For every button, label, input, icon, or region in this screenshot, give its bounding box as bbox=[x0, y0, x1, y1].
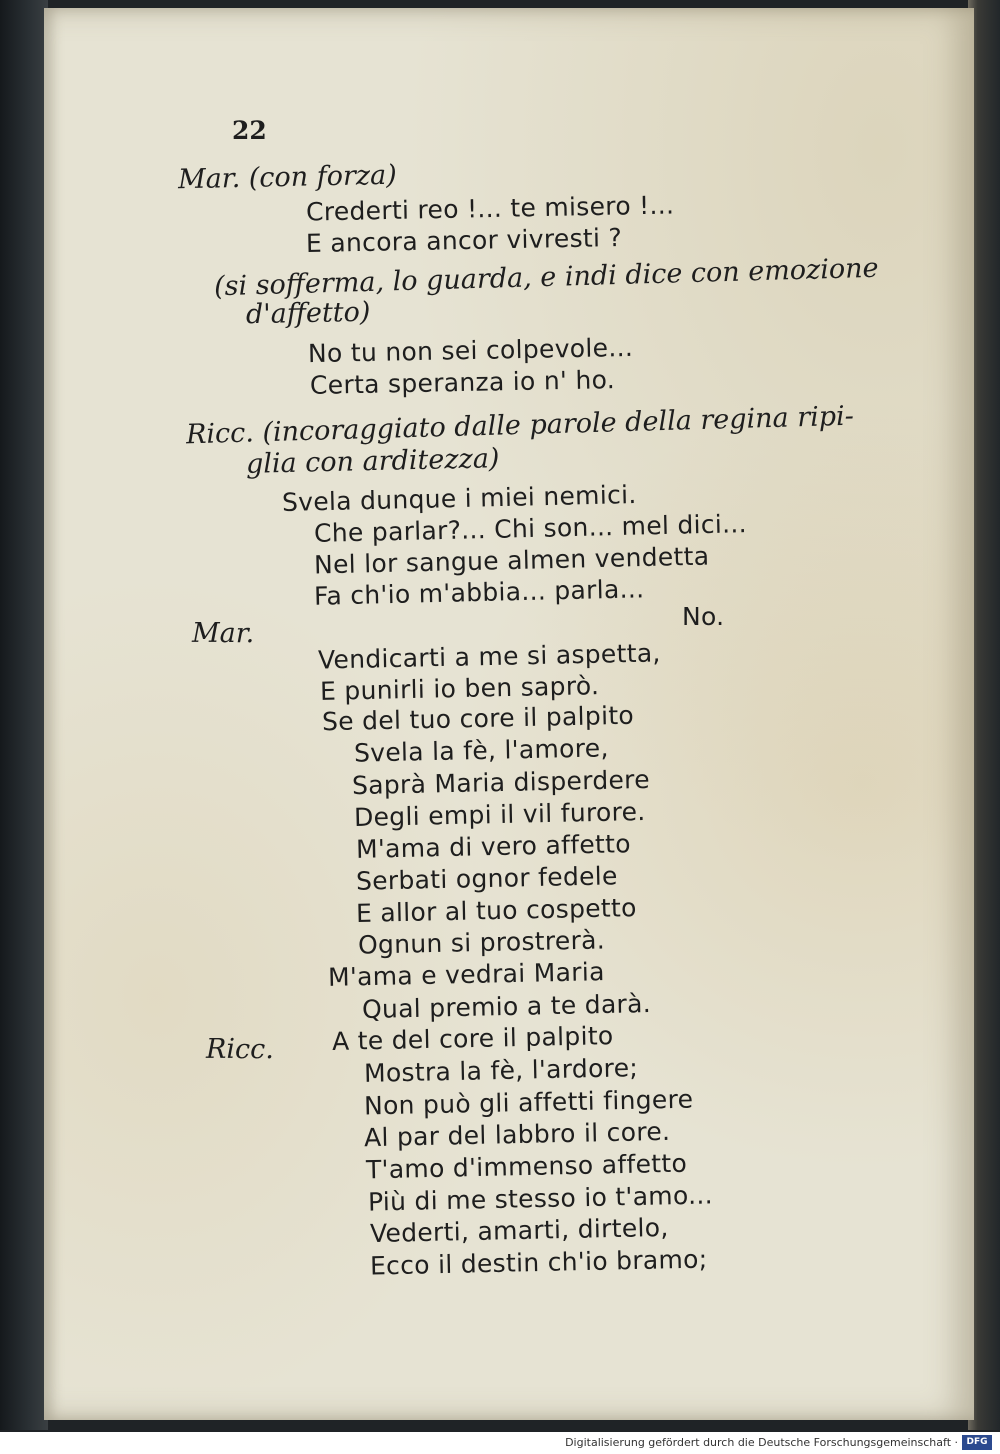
verse-line: Saprà Maria disperdere bbox=[351, 764, 651, 801]
verse-line: Serbati ognor fedele bbox=[355, 861, 618, 896]
verse-line: Certa speranza io n' ho. bbox=[309, 365, 616, 400]
verse-line: Qual premio a te darà. bbox=[361, 988, 652, 1025]
verse-line: E ancora ancor vivresti ? bbox=[305, 222, 623, 259]
verse-line: Vendicarti a me si aspetta, bbox=[317, 638, 661, 675]
verse-line: Vederti, amarti, dirtelo, bbox=[369, 1212, 669, 1249]
show-through-text bbox=[830, 150, 960, 1300]
speaker-name: Mar. bbox=[192, 618, 255, 649]
verse-line: No. bbox=[682, 602, 725, 631]
verse-line: Più di me stesso io t'amo... bbox=[367, 1180, 714, 1217]
dfg-logo-icon: DFG bbox=[962, 1435, 992, 1450]
verse-line: Al par del labbro il core. bbox=[363, 1116, 671, 1153]
footer-bar bbox=[0, 1432, 1000, 1454]
verse-line: Crederti reo !... te misero !... bbox=[305, 190, 675, 227]
speaker-direction: Ricc. (incoraggiato dalle parole della regina ripi- bbox=[185, 400, 855, 451]
verse-line: E punirli io ben saprò. bbox=[319, 671, 600, 706]
verse-line: M'ama di vero affetto bbox=[355, 829, 632, 864]
speaker-name: Ricc. bbox=[206, 1034, 274, 1065]
verse-line: Ecco il destin ch'io bramo; bbox=[369, 1244, 708, 1281]
verse-line: E allor al tuo cospetto bbox=[355, 893, 637, 928]
speaker-direction: Mar. (con forza) bbox=[177, 159, 398, 196]
verse-line: Nel lor sangue almen vendetta bbox=[313, 541, 710, 580]
verse-line: Che parlar?... Chi son... mel dici... bbox=[313, 509, 748, 548]
verse-line: A te del core il palpito bbox=[331, 1021, 614, 1056]
verse-line: No tu non sei colpevole... bbox=[307, 332, 634, 369]
book-binding-left bbox=[0, 0, 48, 1430]
page-number: 22 bbox=[232, 116, 267, 145]
verse-line: Fa ch'io m'abbia... parla... bbox=[313, 574, 645, 611]
digitization-credit: Digitalisierung gefördert durch die Deutsche Forschungsgemeinschaft · bbox=[565, 1436, 958, 1449]
verse-line: Degli empi il vil furore. bbox=[353, 796, 646, 833]
verse-line: Ognun si prostrerà. bbox=[357, 925, 606, 960]
verse-line: Mostra la fè, l'ardore; bbox=[363, 1053, 639, 1088]
verse-line: M'ama e vedrai Maria bbox=[327, 957, 605, 992]
stage-direction: d'affetto) bbox=[245, 296, 371, 331]
verse-line: T'amo d'immenso affetto bbox=[365, 1148, 688, 1185]
verse-line: Se del tuo core il palpito bbox=[321, 700, 635, 737]
stage-direction: glia con arditezza) bbox=[245, 443, 500, 480]
stage-direction: (si sofferma, lo guarda, e indi dice con emozione bbox=[213, 252, 879, 303]
verse-line: Non può gli affetti fingere bbox=[363, 1084, 694, 1121]
verse-line: Svela dunque i miei nemici. bbox=[281, 479, 637, 518]
verse-line: Svela la fè, l'amore, bbox=[353, 733, 609, 768]
